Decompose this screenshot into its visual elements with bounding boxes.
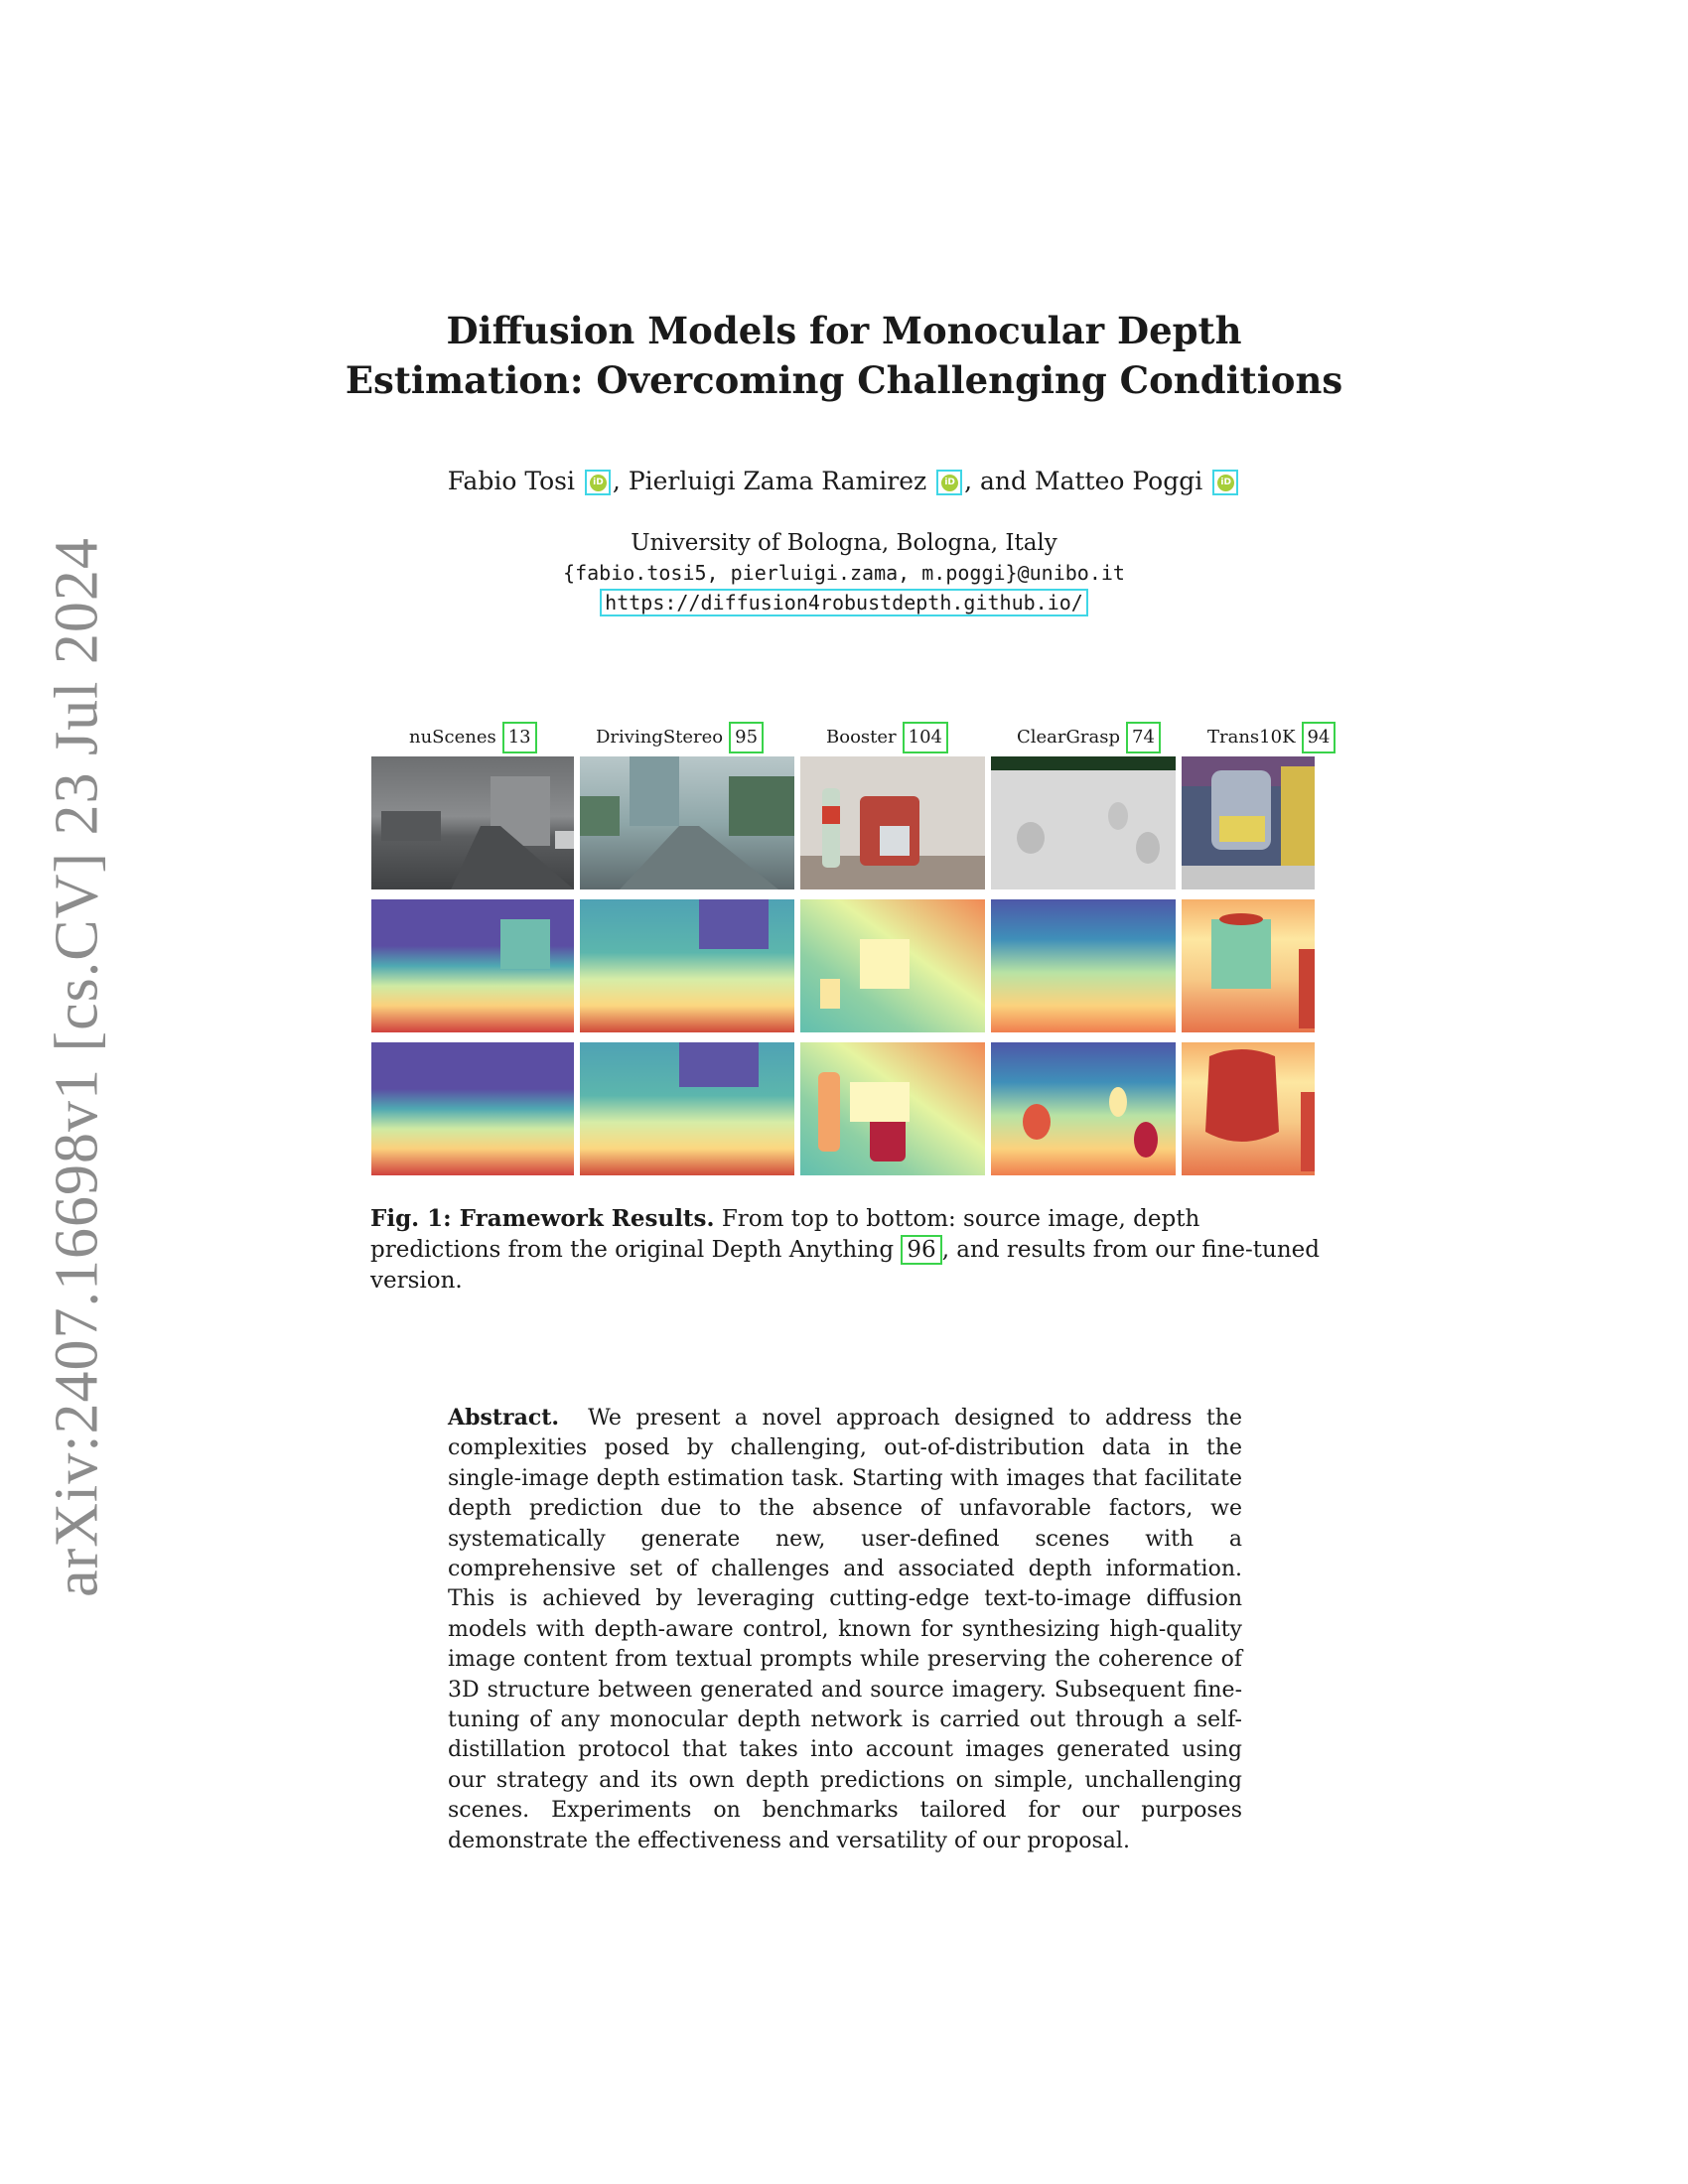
abstract bbox=[448, 1403, 1242, 1856]
dataset-name: Trans10K bbox=[1207, 727, 1296, 748]
dataset-name: ClearGrasp bbox=[1017, 727, 1120, 748]
author-separator: , bbox=[612, 467, 621, 495]
column-header bbox=[1017, 721, 1161, 754]
paper-title bbox=[298, 306, 1390, 405]
author-list bbox=[298, 467, 1390, 495]
arxiv-stamp bbox=[8, 537, 147, 1597]
orcid-link[interactable] bbox=[585, 470, 611, 495]
source-image-nuscenes bbox=[371, 756, 574, 889]
citation-link[interactable]: 13 bbox=[502, 722, 537, 753]
author-name: Pierluigi Zama Ramirez bbox=[628, 467, 927, 495]
abstract-label: Abstract. bbox=[448, 1405, 560, 1431]
source-image-row bbox=[371, 756, 1344, 889]
caption-text: From top to bottom: source image, depth predictions from the original Depth Anything bbox=[370, 1206, 1200, 1263]
baseline-depth-cleargrasp bbox=[991, 899, 1176, 1032]
figure-column-headers bbox=[371, 721, 1344, 756]
citation-link[interactable]: 95 bbox=[729, 722, 764, 753]
column-header bbox=[409, 721, 537, 754]
baseline-depth-row bbox=[371, 899, 1344, 1032]
title-line-2: Estimation: Overcoming Challenging Conditions bbox=[345, 358, 1343, 402]
author-name: Matteo Poggi bbox=[1034, 467, 1203, 495]
citation-link[interactable]: 94 bbox=[1302, 722, 1336, 753]
orcid-link[interactable] bbox=[1212, 470, 1238, 495]
baseline-depth-trans10k bbox=[1182, 899, 1315, 1032]
abstract-text: We present a novel approach designed to address the complexities posed by challenging, out-of-distribution data in the single-image depth estimation task. Starting with images that facilitate depth prediction due to the absence of unfavorable factors, we systematically generate new, user-defined scenes with a comprehensive set of challenges and associated depth information. This is achieved by leveraging cutting-edge text-to-image diffusion models with depth-aware control, known for synthesizing high-quality image content from textual prompts while preserving the coherence of 3D structure between generated and source imagery. Subsequent fine-tuning of any monocular depth network is carried out through a self-distillation protocol that takes into account images generated using our strategy and its own depth predictions on simple, unchallenging scenes. Experiments on benchmarks tailored for our purposes demonstrate the effectiveness and versatility of our proposal. bbox=[448, 1406, 1242, 1853]
project-url-link[interactable]: https://diffusion4robustdepth.github.io/ bbox=[600, 589, 1088, 616]
column-header bbox=[1207, 721, 1336, 754]
title-line-1: Diffusion Models for Monocular Depth bbox=[446, 309, 1242, 352]
orcid-icon: iD bbox=[941, 475, 958, 491]
finetuned-depth-row bbox=[371, 1042, 1344, 1175]
caption-text: , and results from our fine-tuned version. bbox=[370, 1237, 1320, 1294]
finetuned-depth-trans10k bbox=[1182, 1042, 1315, 1175]
column-header bbox=[826, 721, 948, 754]
finetuned-depth-booster bbox=[800, 1042, 985, 1175]
orcid-link[interactable] bbox=[936, 470, 962, 495]
orcid-icon: iD bbox=[1217, 475, 1234, 491]
finetuned-depth-drivingstereo bbox=[580, 1042, 794, 1175]
source-image-booster bbox=[800, 756, 985, 889]
dataset-name: DrivingStereo bbox=[596, 727, 724, 748]
baseline-depth-booster bbox=[800, 899, 985, 1032]
column-header bbox=[596, 721, 764, 754]
author-separator: , and bbox=[964, 467, 1028, 495]
source-image-drivingstereo bbox=[580, 756, 794, 889]
source-image-trans10k bbox=[1182, 756, 1315, 889]
figure-caption bbox=[370, 1203, 1324, 1297]
citation-link[interactable]: 96 bbox=[901, 1235, 941, 1265]
orcid-icon: iD bbox=[590, 475, 607, 491]
caption-label: Fig. 1: Framework Results. bbox=[370, 1205, 715, 1232]
affiliation-block bbox=[298, 528, 1390, 617]
finetuned-depth-cleargrasp bbox=[991, 1042, 1176, 1175]
arxiv-identifier: arXiv:2407.16698v1 [cs.CV] 23 Jul 2024 bbox=[43, 537, 111, 1597]
baseline-depth-drivingstereo bbox=[580, 899, 794, 1032]
dataset-name: nuScenes bbox=[409, 727, 496, 748]
baseline-depth-nuscenes bbox=[371, 899, 574, 1032]
citation-link[interactable]: 104 bbox=[903, 722, 948, 753]
institution: University of Bologna, Bologna, Italy bbox=[631, 530, 1057, 556]
source-image-cleargrasp bbox=[991, 756, 1176, 889]
citation-link[interactable]: 74 bbox=[1126, 722, 1161, 753]
dataset-name: Booster bbox=[826, 727, 897, 748]
finetuned-depth-nuscenes bbox=[371, 1042, 574, 1175]
email-list: {fabio.tosi5, pierluigi.zama, m.poggi}@unibo.it bbox=[563, 561, 1125, 585]
author-name: Fabio Tosi bbox=[447, 467, 575, 495]
